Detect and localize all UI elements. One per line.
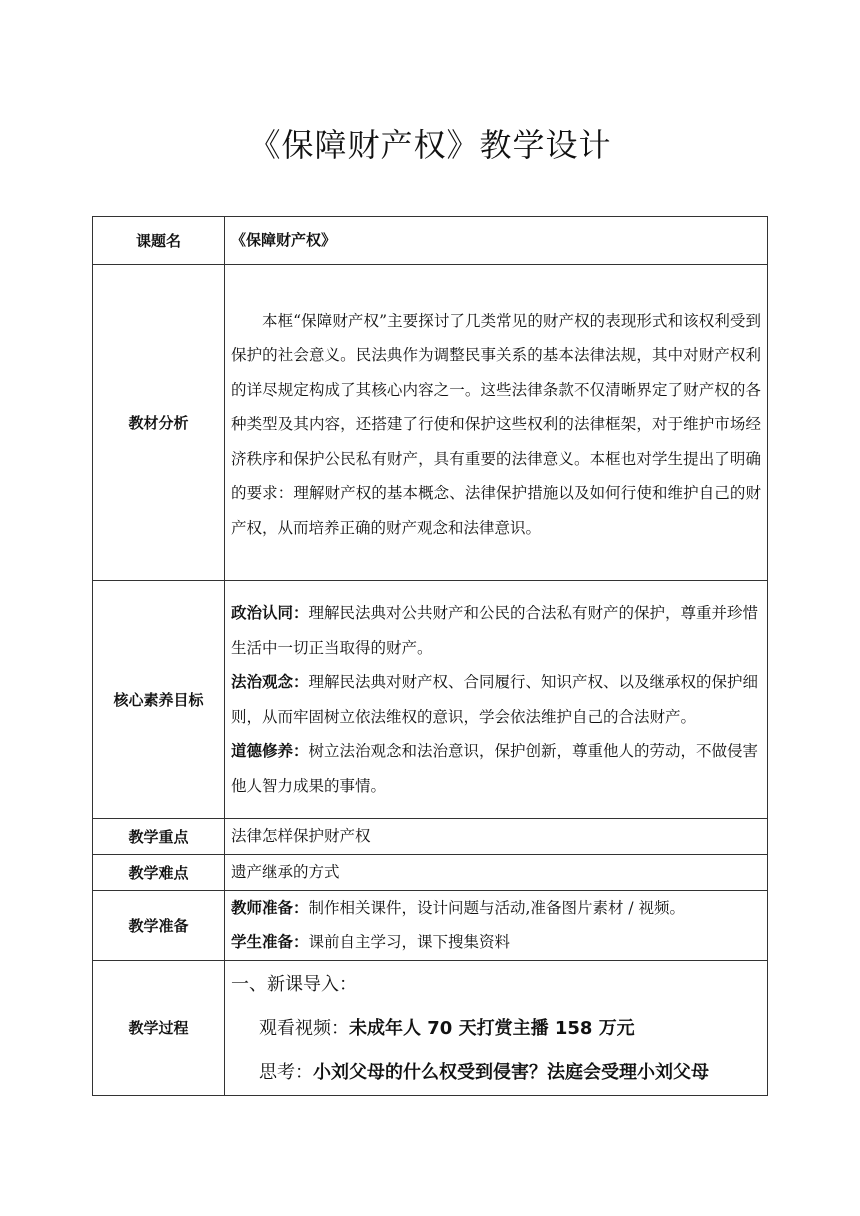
section-heading: 一、新课导入： xyxy=(231,973,357,995)
video-prefix: 观看视频： xyxy=(259,1017,349,1039)
process-label: 教学过程 xyxy=(93,960,225,1095)
key-point-label: 教学重点 xyxy=(93,819,225,855)
goal-political-head: 政治认同： xyxy=(231,604,309,622)
page-title: 《保障财产权》教学设计 xyxy=(248,126,612,164)
topic-label: 课题名 xyxy=(93,217,225,265)
goal-moral-head: 道德修养： xyxy=(231,742,309,760)
goal-moral xyxy=(231,734,761,803)
preparation-content xyxy=(225,890,768,960)
student-prep-text: 课前自主学习，课下搜集资料 xyxy=(308,933,511,951)
goal-legal-head: 法治观念： xyxy=(231,673,309,691)
think-text: 小刘父母的什么权受到侵害？法庭会受理小刘父母 xyxy=(313,1061,709,1083)
row-key-point xyxy=(93,819,768,855)
preparation-label: 教学准备 xyxy=(93,890,225,960)
analysis-label: 教材分析 xyxy=(93,265,225,581)
difficulty-value: 遗产继承的方式 xyxy=(225,854,768,890)
row-process xyxy=(93,960,768,1095)
goal-moral-text: 树立法治观念和法治意识，保护创新，尊重他人的劳动，不做侵害他人智力成果的事情。 xyxy=(231,742,759,795)
difficulty-label: 教学难点 xyxy=(93,854,225,890)
key-point-value: 法律怎样保护财产权 xyxy=(225,819,768,855)
video-line xyxy=(231,1007,761,1051)
process-content xyxy=(225,960,768,1095)
row-goals xyxy=(93,581,768,819)
think-line xyxy=(231,1051,761,1095)
teacher-prep-head: 教师准备： xyxy=(231,898,309,917)
student-prep xyxy=(231,925,761,960)
analysis-text: 本框“保障财产权”主要探讨了几类常见的财产权的表现形式和该权利受到保护的社会意义。民法典作为调整民事关系的基本法律法规，其中对财产权利的详尽规定构成了其核心内容之一。这些法律条款不仅清晰界定了财产权的各种类型及其内容，还搭建了行使和保护这些权利的法律框架，对于维护市场经济秩序和保护公民私有财产，具有重要的法律意义。本框也对学生提出了明确的要求：理解财产权的基本概念、法律保护措施以及如何行使和维护自己的财产权，从而培养正确的财产观念和法律意识。 xyxy=(231,311,761,537)
goals-content xyxy=(225,581,768,819)
video-title: 未成年人 70 天打赏主播 158 万元 xyxy=(349,1017,635,1039)
row-topic xyxy=(93,217,768,265)
student-prep-head: 学生准备： xyxy=(231,933,309,951)
teacher-prep-text: 制作相关课件，设计问题与活动,准备图片素材 / 视频。 xyxy=(308,898,686,917)
row-difficulty xyxy=(93,854,768,890)
goal-legal-text: 理解民法典对财产权、合同履行、知识产权、以及继承权的保护细则，从而牢固树立依法维权的意识，学会依法维护自己的合法财产。 xyxy=(231,673,759,726)
goals-label: 核心素养目标 xyxy=(93,581,225,819)
row-analysis xyxy=(93,265,768,581)
goal-legal xyxy=(231,665,761,734)
lesson-plan-table xyxy=(92,216,768,1096)
analysis-content xyxy=(225,265,768,581)
think-prefix: 思考： xyxy=(259,1061,313,1083)
row-preparation xyxy=(93,890,768,960)
goal-political xyxy=(231,596,761,665)
topic-value: 《保障财产权》 xyxy=(225,217,768,265)
teacher-prep xyxy=(231,891,761,926)
goal-political-text: 理解民法典对公共财产和公民的合法私有财产的保护，尊重并珍惜生活中一切正当取得的财产。 xyxy=(231,604,759,657)
